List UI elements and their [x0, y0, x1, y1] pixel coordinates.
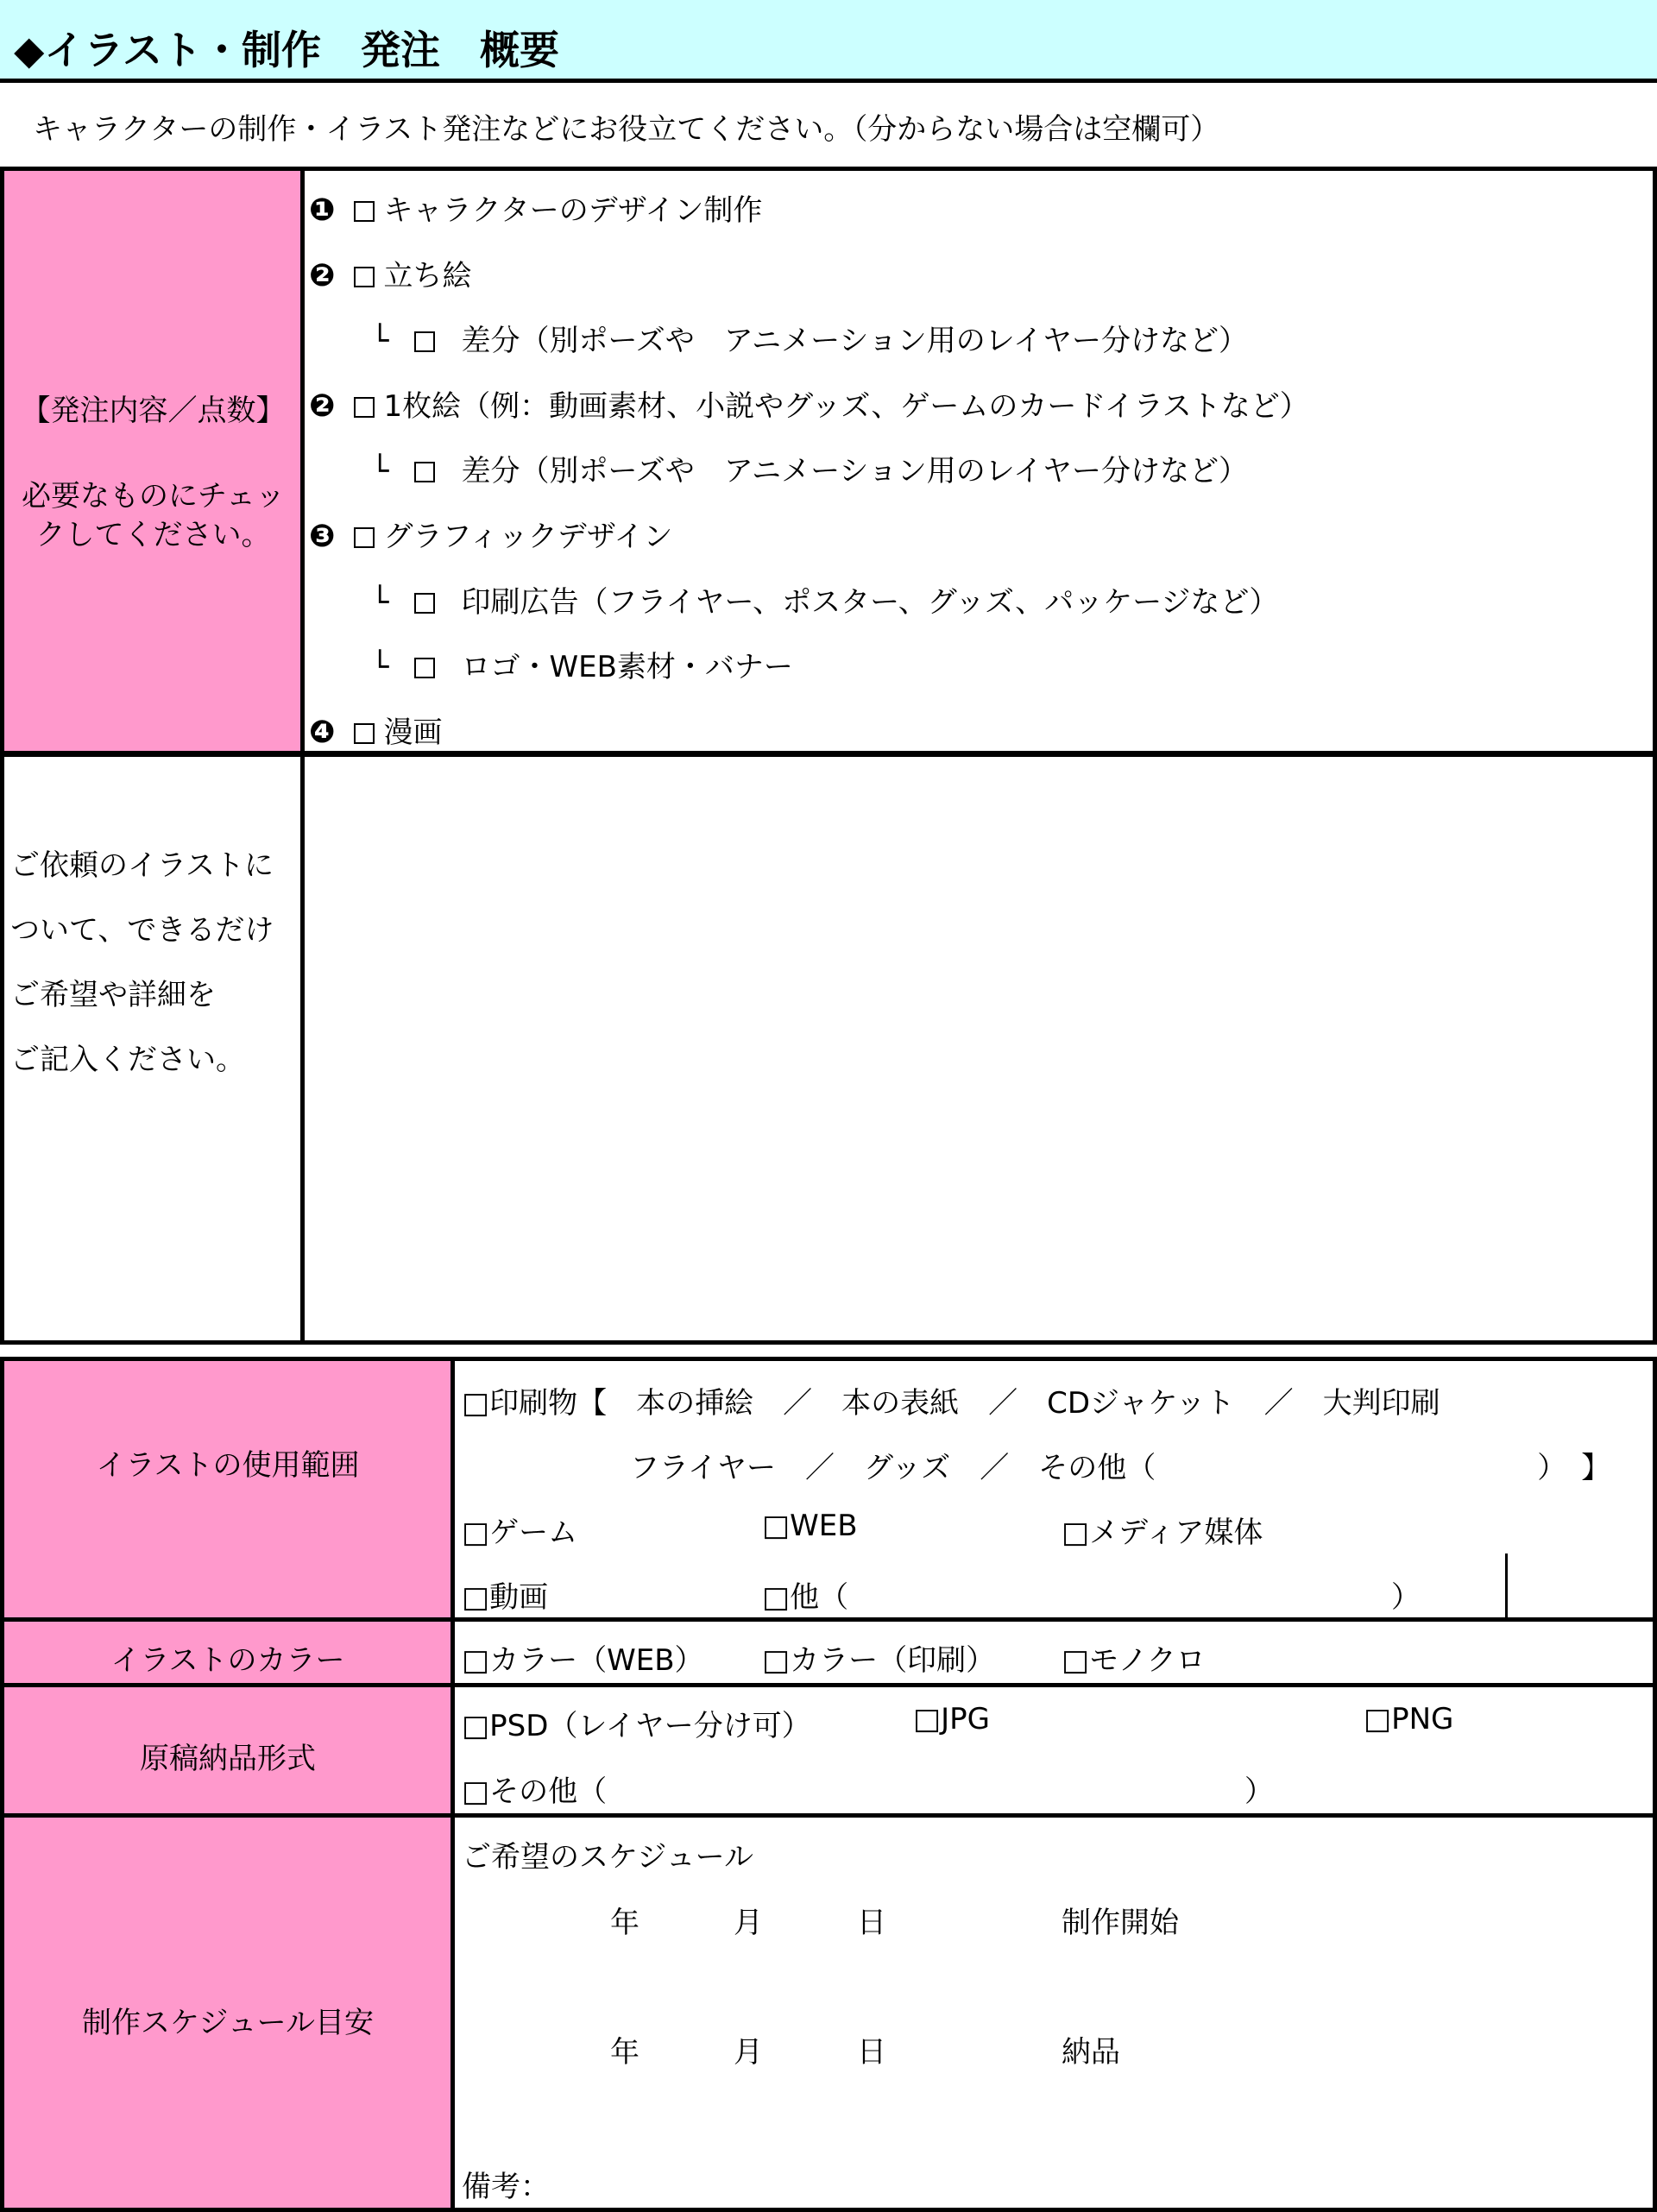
item-checkbox[interactable]: [354, 201, 375, 222]
item-number-badge: ❸: [309, 519, 336, 554]
page-title: ◆イラスト・制作 発注 概要: [14, 27, 559, 73]
item-label: キャラクターのデザイン制作: [383, 193, 763, 228]
delivery-month-label: 月: [734, 2035, 763, 2070]
divider: [450, 1357, 455, 2212]
format-other-close: ）: [1244, 1774, 1274, 1809]
divider: [0, 1813, 1657, 1818]
item-checkbox[interactable]: [354, 527, 375, 548]
start-label: 制作開始: [1062, 1906, 1179, 1940]
order-item-row[interactable]: [371, 643, 793, 685]
order-item-row[interactable]: [371, 578, 1278, 621]
format-psd-checkbox[interactable]: □PSD（レイヤー分け可）: [462, 1709, 811, 1743]
order-contents-label-cell: [4, 171, 302, 751]
order-item-row[interactable]: [309, 709, 442, 751]
notes-label: 備考：: [462, 2170, 550, 2204]
usage-other-checkbox[interactable]: □他（: [762, 1580, 849, 1615]
sub-item-branch-icon: └: [371, 324, 389, 358]
usage-media-checkbox[interactable]: □メディア媒体: [1062, 1516, 1263, 1550]
details-label-1: ご依頼のイラストに: [10, 848, 274, 883]
format-png-checkbox[interactable]: □PNG: [1364, 1702, 1454, 1736]
delivery-day-label: 日: [857, 2035, 886, 2070]
intro-text: キャラクターの制作・イラスト発注などにお役立てください。（分からない場合は空欄可）: [33, 112, 1220, 147]
item-number-badge: ❶: [309, 192, 336, 228]
usage-web-checkbox[interactable]: □WEB: [762, 1509, 858, 1543]
item-checkbox[interactable]: [354, 267, 375, 287]
item-checkbox[interactable]: [354, 397, 375, 418]
schedule-label: 制作スケジュール目安: [82, 2006, 374, 2040]
item-number-badge: ❹: [309, 715, 336, 750]
divider: [0, 1617, 1657, 1622]
usage-label: イラストの使用範囲: [96, 1448, 360, 1483]
details-label-2: ついて、できるだけ: [10, 913, 274, 948]
format-other-checkbox[interactable]: □その他（: [462, 1774, 608, 1809]
start-month-label: 月: [734, 1906, 763, 1940]
order-contents-note-1: 必要なものにチェッ: [22, 479, 285, 514]
order-item-row[interactable]: [309, 382, 1309, 425]
sub-item-branch-icon: └: [371, 454, 389, 488]
item-label: ロゴ・WEB素材・バナー: [461, 650, 793, 684]
item-checkbox[interactable]: [414, 462, 435, 482]
order-item-row[interactable]: [371, 447, 1248, 489]
order-item-row[interactable]: [371, 317, 1248, 359]
color-label: イラストのカラー: [110, 1643, 345, 1678]
item-number-badge: ❷: [309, 388, 336, 424]
item-checkbox[interactable]: [414, 658, 435, 678]
item-label: グラフィックデザイン: [383, 520, 673, 554]
color-web-checkbox[interactable]: □カラー（WEB）: [462, 1643, 704, 1678]
item-label: 漫画: [383, 715, 443, 750]
usage-game-checkbox[interactable]: □ゲーム: [462, 1516, 578, 1550]
item-label: 印刷広告（フライヤー、ポスター、グッズ、パッケージなど）: [461, 585, 1279, 620]
divider: [0, 1683, 1657, 1687]
sub-item-branch-icon: └: [371, 650, 389, 684]
order-contents-note-2: クしてください。: [35, 518, 271, 552]
item-checkbox[interactable]: [414, 331, 435, 352]
details-label-4: ご記入ください。: [10, 1043, 245, 1077]
delivery-year-label: 年: [610, 2035, 639, 2070]
item-label: 差分（別ポーズや アニメーション用のレイヤー分けなど）: [461, 324, 1249, 358]
usage-print-line-2[interactable]: フライヤー ／ グッズ ／ その他（ ） 】: [630, 1451, 1611, 1485]
divider: [1505, 1553, 1508, 1619]
spec-label-column: [4, 1361, 451, 2208]
usage-print-line-1[interactable]: □印刷物【 本の挿絵 ／ 本の表紙 ／ CDジャケット ／ 大判印刷: [462, 1386, 1440, 1421]
divider: [300, 167, 305, 755]
sub-item-branch-icon: └: [371, 585, 389, 620]
item-checkbox[interactable]: [414, 593, 435, 614]
item-label: 1枚絵（例：動画素材、小説やグッズ、ゲームのカードイラストなど）: [383, 389, 1309, 424]
order-item-row[interactable]: [309, 513, 672, 555]
color-mono-checkbox[interactable]: □モノクロ: [1062, 1643, 1206, 1678]
details-label-3: ご希望や詳細を: [10, 978, 216, 1012]
format-jpg-checkbox[interactable]: □JPG: [913, 1702, 991, 1736]
usage-video-checkbox[interactable]: □動画: [462, 1580, 549, 1615]
order-contents-label: 【発注内容／点数】: [21, 394, 286, 428]
schedule-heading: ご希望のスケジュール: [462, 1840, 753, 1875]
order-item-row[interactable]: [309, 252, 471, 294]
usage-other-close: ）: [1391, 1580, 1421, 1615]
format-label: 原稿納品形式: [140, 1742, 316, 1776]
item-checkbox[interactable]: [354, 723, 375, 744]
details-input-area[interactable]: [305, 757, 1653, 1340]
order-item-row[interactable]: [309, 186, 762, 229]
item-label: 差分（別ポーズや アニメーション用のレイヤー分けなど）: [461, 454, 1249, 488]
color-print-checkbox[interactable]: □カラー（印刷）: [762, 1643, 996, 1678]
item-label: 立ち絵: [383, 259, 472, 293]
start-day-label: 日: [857, 1906, 886, 1940]
start-year-label: 年: [610, 1906, 639, 1940]
delivery-label: 納品: [1062, 2035, 1120, 2070]
item-number-badge: ❷: [309, 258, 336, 293]
